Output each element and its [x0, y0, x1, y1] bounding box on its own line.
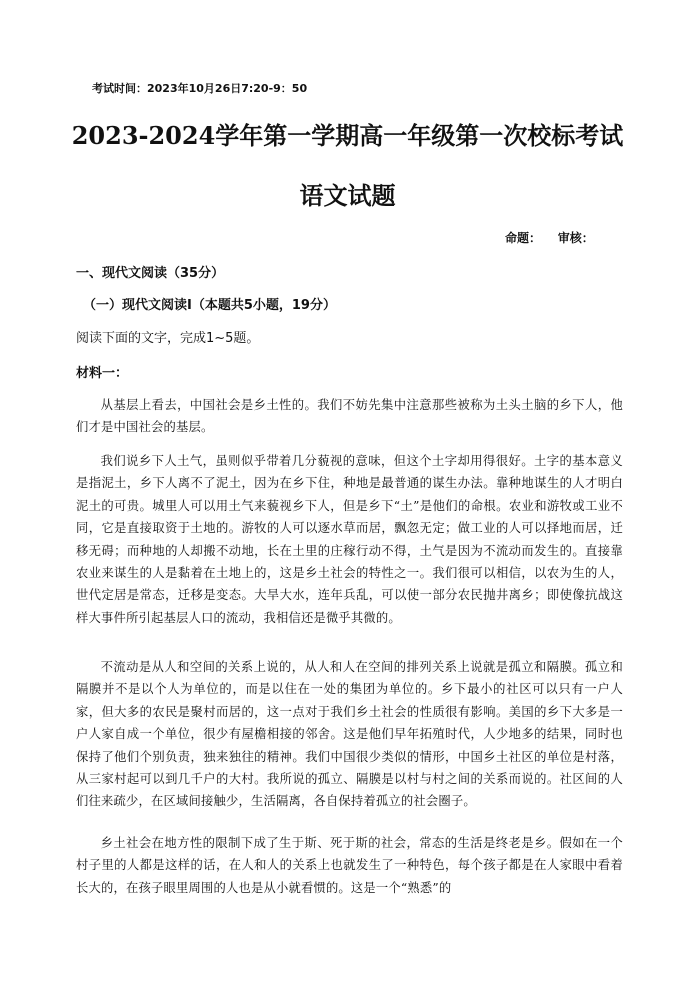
paragraph-3 [76, 656, 623, 813]
paragraph-text: 不流动是从人和空间的关系上说的，从人和人在空间的排列关系上说就是孤立和隔膜。孤立和隔膜并不是以个人为单位的，而是以住在一处的集团为单位的。乡下最小的社区可以只有一户人家，但大多的农民是聚村而居的，这一点对于我们乡土社会的性质很有影响。美国的乡下大多是一户人家自成一个单位，很少有屋檐相接的邻舍。这是他们早年拓殖时代，人少地多的结果，同时也保持了他们个别负责，独来独往的精神。我们中国很少类似的情形，中国乡土社区的单位是村落，从三家村起可以到几千户的大村。我所说的孤立、隔膜是以村与村之间的关系而说的。社区间的人们往来疏少，在区域间接触少，生活隔离，各自保持着孤立的社会圈子。 [76, 660, 623, 809]
paragraph-1 [76, 394, 623, 439]
paragraph-text: 从基层上看去，中国社会是乡土性的。我们不妨先集中注意那些被称为土头土脑的乡下人，他们才是中国社会的基层。 [76, 398, 623, 435]
paragraph-4 [76, 832, 623, 899]
exam-title: 2023-2024学年第一学期高一年级第一次校标考试 [71, 121, 624, 150]
exam-time: 考试时间：2023年10月26日7:20-9：50 [92, 82, 308, 95]
subsection-heading: （一）现代文阅读I（本题共5小题，19分） [83, 298, 336, 313]
proposer-reviewer-line: 命题： 审核： [505, 231, 594, 245]
paragraph-text: 我们说乡下人土气，虽则似乎带着几分藐视的意味，但这个土字却用得很好。土字的基本意义是指泥土，乡下人离不了泥土，因为在乡下住，种地是最普通的谋生办法。靠种地谋生的人才明白泥土的可贵。城里人可以用土气来藐视乡下人，但是乡下“土”是他们的命根。农业和游牧或工业不同，它是直接取资于土地的。游牧的人可以逐水草而居，飘忽无定；做工业的人可以择地而居，迁移无碍；而种地的人却搬不动地，长在土里的庄稼行动不得，土气是因为不流动而发生的。直接靠农业来谋生的人是黏着在土地上的，这是乡土社会的特性之一。我们很可以相信，以农为生的人，世代定居是常态，迁移是变态。大旱大水，连年兵乱，可以使一部分农民抛井离乡；即使像抗战这样大事件所引起基层人口的流动，我相信还是微乎其微的。 [76, 454, 623, 625]
material-label: 材料一： [76, 366, 129, 381]
paragraph-text: 乡土社会在地方性的限制下成了生于斯、死于斯的社会，常态的生活是终老是乡。假如在一个村子里的人都是这样的话，在人和人的关系上也就发生了一种特色，每个孩子都是在人家眼中看着长大的，在孩子眼里周围的人也是从小就看惯的。这是一个“熟悉”的 [76, 836, 623, 895]
section-heading: 一、现代文阅读（35分） [76, 266, 225, 281]
reading-instruction: 阅读下面的文字，完成1~5题。 [76, 331, 260, 346]
paragraph-2 [76, 450, 623, 629]
exam-subtitle: 语文试题 [299, 181, 396, 210]
